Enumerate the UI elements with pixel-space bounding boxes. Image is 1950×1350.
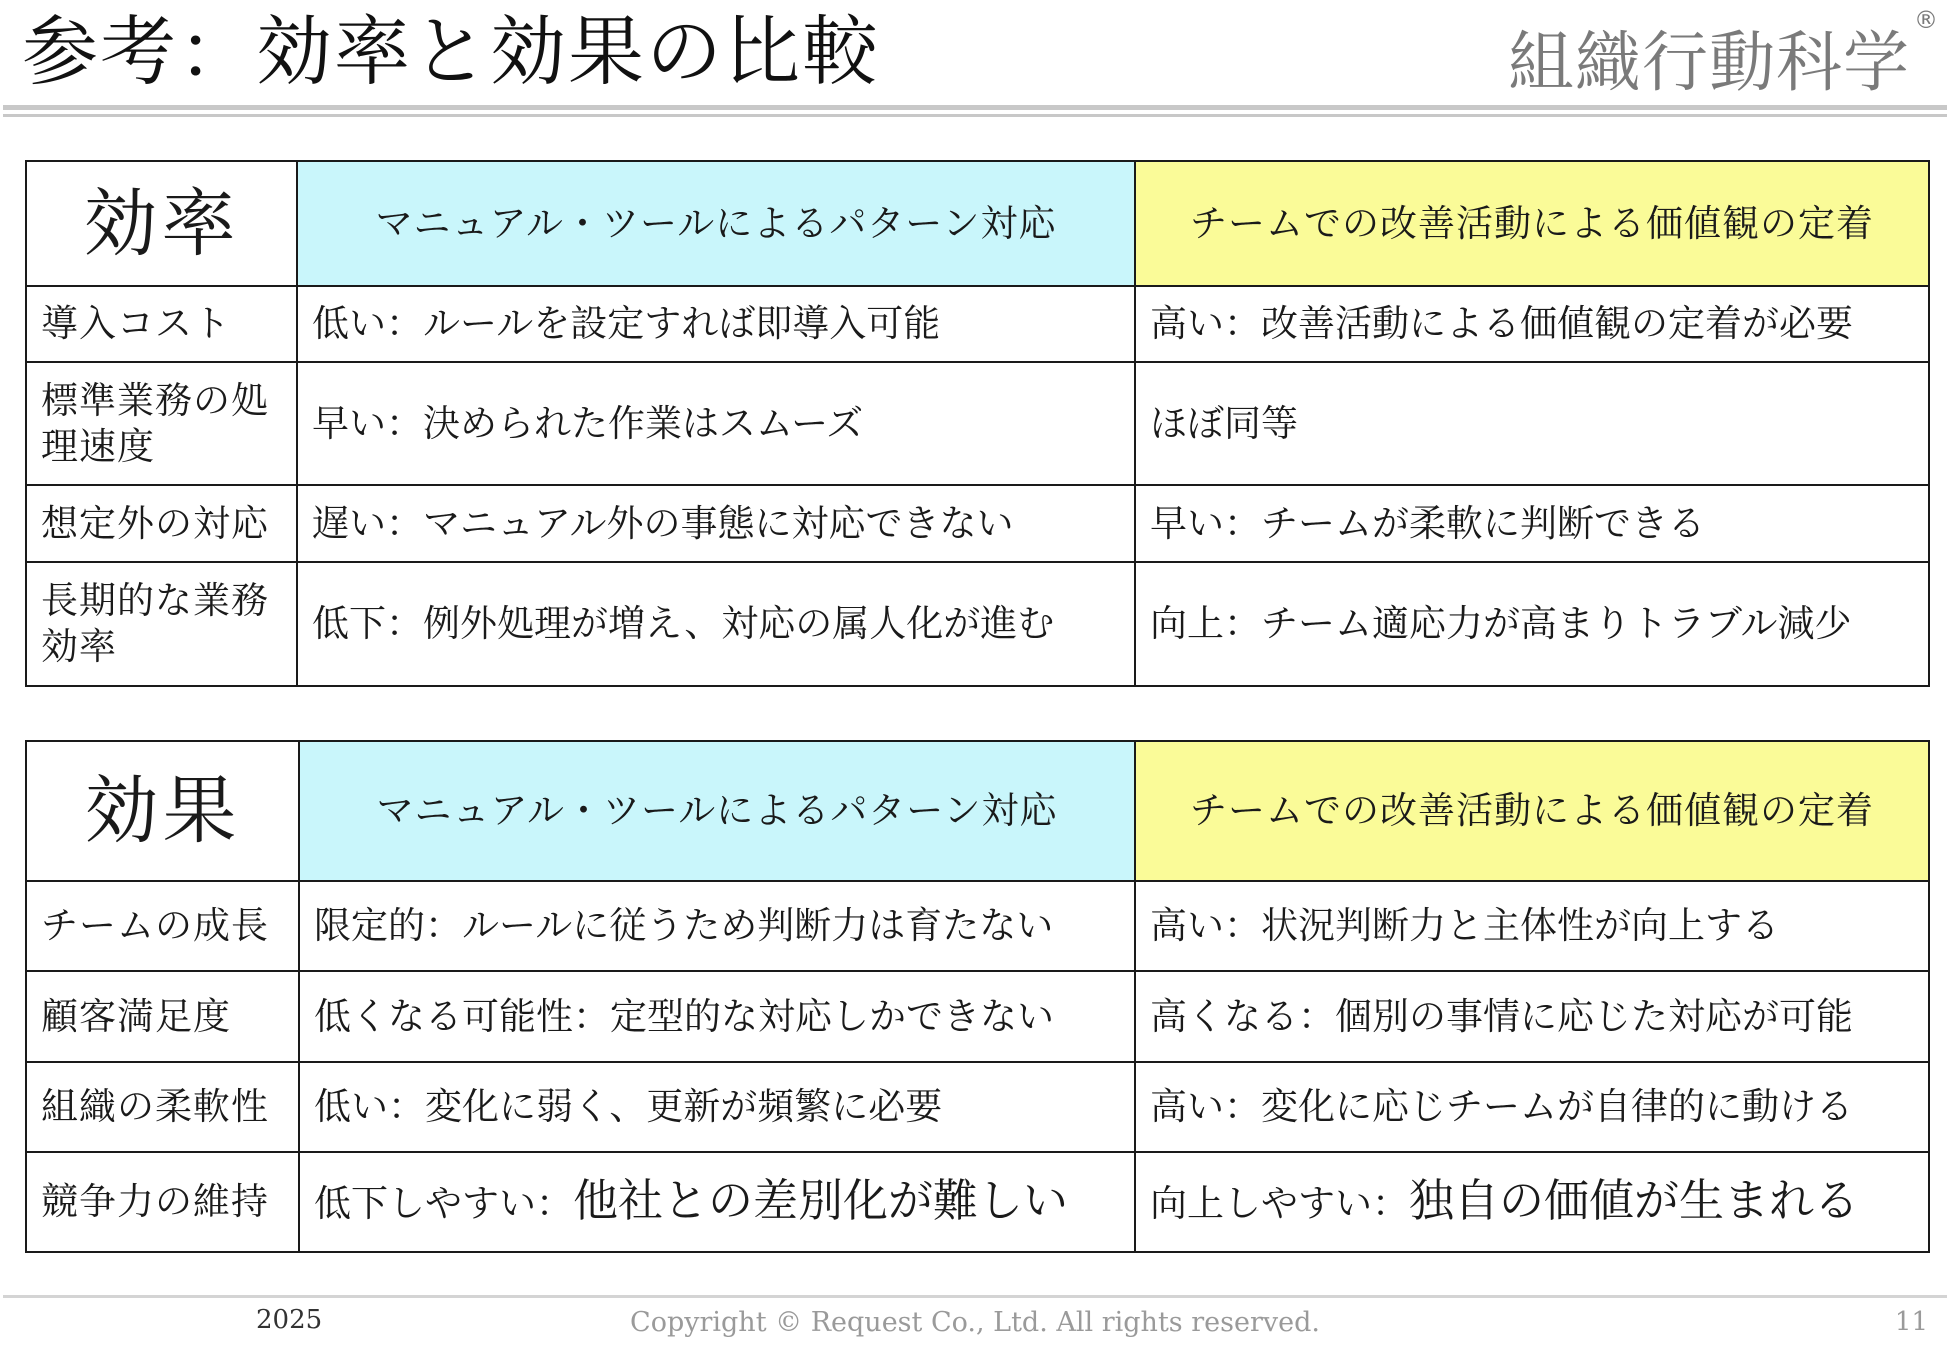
row-label: 標準業務の処理速度 bbox=[26, 362, 297, 485]
team-emphasis: 独自の価値が生まれる bbox=[1409, 1173, 1860, 1227]
header-rule-secondary bbox=[3, 114, 1947, 117]
manual-cell: 低い：変化に弱く、更新が頻繁に必要 bbox=[299, 1062, 1135, 1152]
manual-cell: 限定的：ルールに従うため判断力は育たない bbox=[299, 881, 1135, 971]
slide-header bbox=[0, 0, 1950, 130]
table-header-row bbox=[26, 741, 1929, 881]
manual-cell bbox=[299, 1152, 1135, 1252]
column-header-team: チームでの改善活動による価値観の定着 bbox=[1135, 161, 1929, 286]
slide-title: 参考：効率と効果の比較 bbox=[22, 7, 880, 96]
row-label: チームの成長 bbox=[26, 881, 299, 971]
efficiency-title: 効率 bbox=[26, 161, 297, 286]
row-label: 顧客満足度 bbox=[26, 971, 299, 1062]
team-cell: 向上：チーム適応力が高まりトラブル減少 bbox=[1135, 562, 1929, 686]
team-cell: 高い：改善活動による価値観の定着が必要 bbox=[1135, 286, 1929, 362]
column-header-team: チームでの改善活動による価値観の定着 bbox=[1135, 741, 1929, 881]
brand-logo-text: 組織行動科学 bbox=[1508, 24, 1910, 101]
table-header-row bbox=[26, 161, 1929, 286]
footer-rule bbox=[3, 1295, 1947, 1298]
table-row bbox=[26, 1152, 1929, 1252]
row-label: 競争力の維持 bbox=[26, 1152, 299, 1252]
table-row bbox=[26, 1062, 1929, 1152]
row-label: 導入コスト bbox=[26, 286, 297, 362]
footer-year: 2025 bbox=[256, 1305, 323, 1335]
table-row bbox=[26, 562, 1929, 686]
table-row bbox=[26, 881, 1929, 971]
team-cell: ほぼ同等 bbox=[1135, 362, 1929, 485]
table-row bbox=[26, 362, 1929, 485]
table-row bbox=[26, 485, 1929, 562]
manual-cell: 低下：例外処理が増え、対応の属人化が進む bbox=[297, 562, 1135, 686]
column-header-manual: マニュアル・ツールによるパターン対応 bbox=[297, 161, 1135, 286]
column-header-manual: マニュアル・ツールによるパターン対応 bbox=[299, 741, 1135, 881]
row-label: 想定外の対応 bbox=[26, 485, 297, 562]
registered-mark: ® bbox=[1914, 6, 1938, 34]
team-cell: 高い：変化に応じチームが自律的に動ける bbox=[1135, 1062, 1929, 1152]
effectiveness-title: 効果 bbox=[26, 741, 299, 881]
row-label: 長期的な業務効率 bbox=[26, 562, 297, 686]
header-rule bbox=[3, 105, 1947, 110]
manual-cell: 低くなる可能性：定型的な対応しかできない bbox=[299, 971, 1135, 1062]
page-number: 11 bbox=[1894, 1307, 1928, 1337]
team-cell: 高くなる：個別の事情に応じた対応が可能 bbox=[1135, 971, 1929, 1062]
team-cell: 高い：状況判断力と主体性が向上する bbox=[1135, 881, 1929, 971]
team-cell: 早い：チームが柔軟に判断できる bbox=[1135, 485, 1929, 562]
manual-prefix: 低下しやすい： bbox=[314, 1181, 573, 1225]
effectiveness-table bbox=[25, 740, 1930, 1253]
manual-cell: 低い：ルールを設定すれば即導入可能 bbox=[297, 286, 1135, 362]
footer-copyright: Copyright © Request Co., Ltd. All rights reserved. bbox=[630, 1307, 1320, 1338]
manual-cell: 遅い：マニュアル外の事態に対応できない bbox=[297, 485, 1135, 562]
team-cell bbox=[1135, 1152, 1929, 1252]
manual-cell: 早い：決められた作業はスムーズ bbox=[297, 362, 1135, 485]
efficiency-table bbox=[25, 160, 1930, 687]
team-prefix: 向上しやすい： bbox=[1150, 1181, 1409, 1225]
table-row bbox=[26, 971, 1929, 1062]
table-row bbox=[26, 286, 1929, 362]
manual-emphasis: 他社との差別化が難しい bbox=[573, 1173, 1069, 1227]
row-label: 組織の柔軟性 bbox=[26, 1062, 299, 1152]
